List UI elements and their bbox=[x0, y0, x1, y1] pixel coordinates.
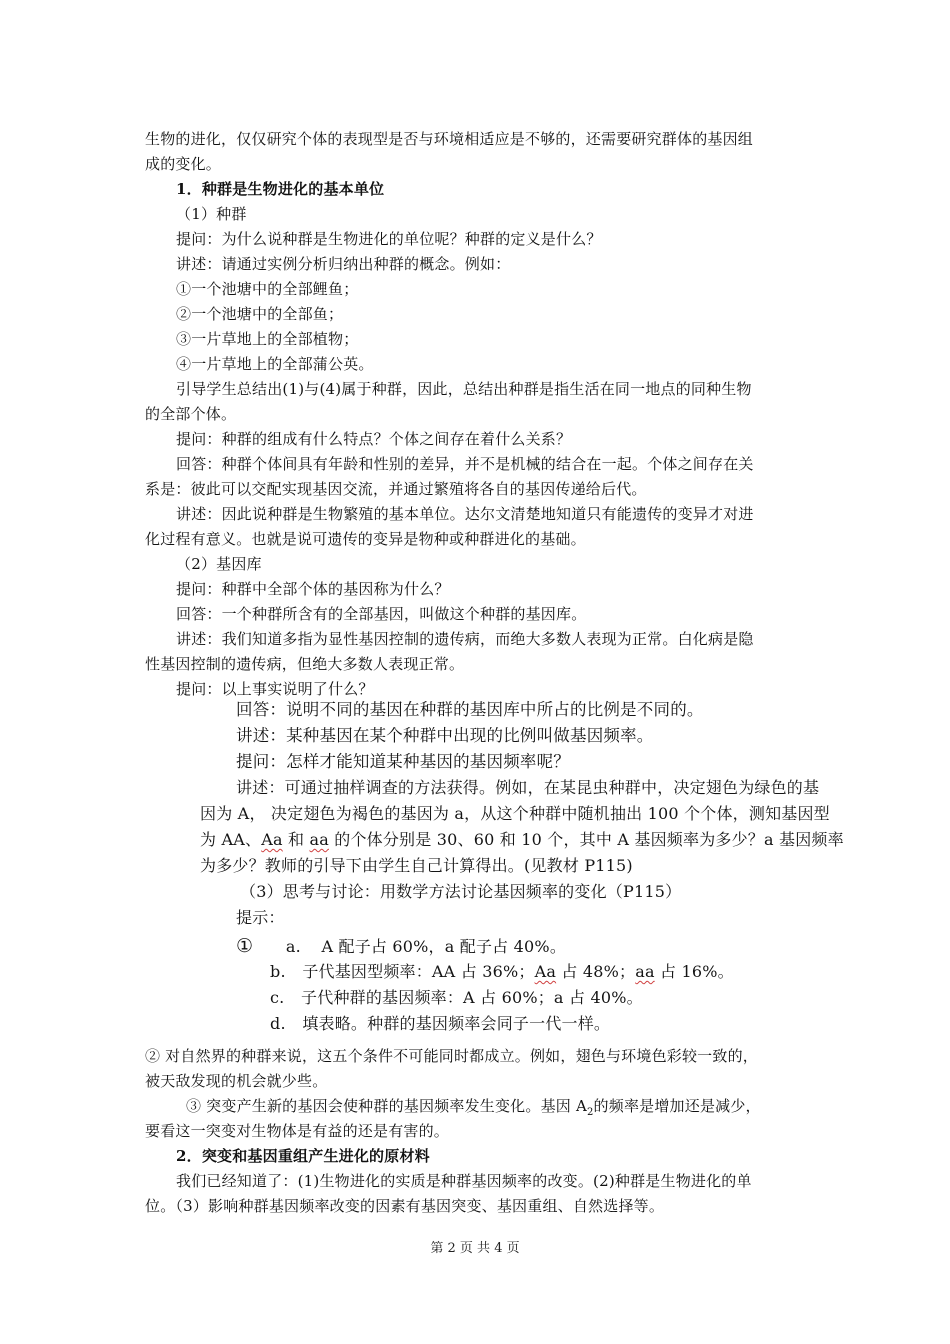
hint-item-1 bbox=[236, 935, 566, 958]
hint-marker: c. bbox=[270, 988, 285, 1007]
paragraph-line: 提问：以上事实说明了什么？ bbox=[176, 680, 374, 698]
paragraph-line: 位。（3）影响种群基因频率改变的因素有基因突变、基因重组、自然选择等。 bbox=[145, 1197, 665, 1215]
hint-text: 填表略。种群的基因频率会同子一代一样。 bbox=[302, 1014, 611, 1033]
list-item: ②一个池塘中的全部鱼； bbox=[176, 305, 344, 323]
section-heading: 2．突变和基因重组产生进化的原材料 bbox=[176, 1147, 430, 1165]
list-item: ①一个池塘中的全部鲤鱼； bbox=[176, 280, 359, 298]
scan-text: 为 AA、 bbox=[200, 830, 262, 849]
paragraph-line: 成的变化。 bbox=[145, 155, 222, 173]
hint-text: 子代基因型频率：AA 占 36%； bbox=[302, 962, 535, 981]
hint-text: A 配子占 60%，a 配子占 40%。 bbox=[321, 937, 567, 956]
paragraph-line: 讲述：请通过实例分析归纳出种群的概念。例如： bbox=[176, 255, 511, 273]
paragraph-line: 被天敌发现的机会就少些。 bbox=[145, 1072, 328, 1090]
list-item: ④一片草地上的全部蒲公英。 bbox=[176, 355, 374, 373]
scan-text: 和 bbox=[282, 830, 310, 849]
paragraph-line: 提问：种群的组成有什么特点？个体之间存在着什么关系？ bbox=[176, 430, 572, 448]
paragraph-line: 回答：一个种群所含有的全部基因，叫做这个种群的基因库。 bbox=[176, 605, 587, 623]
paragraph-line: 引导学生总结出(1)与(4)属于种群，因此，总结出种群是指生活在同一地点的同种生物 bbox=[176, 380, 752, 398]
paragraph-line: 要看这一突变对生物体是有益的还是有害的。 bbox=[145, 1122, 450, 1140]
page-footer: 第 2 页 共 4 页 bbox=[430, 1241, 520, 1256]
paragraph-line: 讲述：因此说种群是生物繁殖的基本单位。达尔文清楚地知道只有能遗传的变异才对进 bbox=[176, 505, 754, 523]
hint-text: 占 16%。 bbox=[654, 962, 734, 981]
scan-text: 的个体分别是 30、60 和 10 个，其中 A 基因频率为多少？a 基因频率 bbox=[328, 830, 844, 849]
paragraph-line: 化过程有意义。也就是说可遗传的变异是物种或种群进化的基础。 bbox=[145, 530, 586, 548]
paragraph-line: 我们已经知道了：(1)生物进化的实质是种群基因频率的改变。(2)种群是生物进化的单 bbox=[176, 1172, 752, 1190]
paragraph-line: 的全部个体。 bbox=[145, 405, 237, 423]
scan-line: 因为 A， 决定翅色为褐色的基因为 a，从这个种群中随机抽出 100 个个体，测知基因型 bbox=[200, 804, 830, 823]
paragraph-line: 系是：彼此可以交配实现基因交流，并通过繁殖将各自的基因传递给后代。 bbox=[145, 480, 647, 498]
scan-line: （3）思考与讨论：用数学方法讨论基因频率的变化（P115） bbox=[240, 882, 682, 901]
list-item: ③一片草地上的全部植物； bbox=[176, 330, 359, 348]
subsection-heading: （2）基因库 bbox=[176, 555, 262, 573]
genotype-aa-rec: aa bbox=[309, 830, 329, 849]
subsection-heading: （1）种群 bbox=[176, 205, 247, 223]
section-heading: 1．种群是生物进化的基本单位 bbox=[176, 180, 385, 198]
paragraph-line: 回答：种群个体间具有年龄和性别的差异，并不是机械的结合在一起。个体之间存在关 bbox=[176, 455, 754, 473]
paragraph-text: 的频率是增加还是减少， bbox=[593, 1097, 761, 1115]
hint-item-c bbox=[270, 987, 643, 1009]
genotype-aa-het: Aa bbox=[534, 962, 557, 981]
paragraph-line: 生物的进化，仅仅研究个体的表现型是否与环境相适应是不够的，还需要研究群体的基因组 bbox=[145, 130, 754, 148]
scan-line: 提问：怎样才能知道某种基因的基因频率呢？ bbox=[236, 752, 570, 771]
scan-line: 为多少？教师的引导下由学生自己计算得出。(见教材 P115) bbox=[200, 856, 633, 875]
hint-text: 子代种群的基因频率：A 占 60%；a 占 40%。 bbox=[301, 988, 643, 1007]
hint-item-b bbox=[270, 961, 734, 983]
scan-line: 提示： bbox=[236, 908, 285, 927]
hint-item-d bbox=[270, 1013, 610, 1035]
paragraph-line: 提问：为什么说种群是生物进化的单位呢？种群的定义是什么？ bbox=[176, 230, 602, 248]
scan-line bbox=[200, 829, 844, 851]
genotype-aa-het: Aa bbox=[261, 830, 283, 849]
scan-line: 讲述：可通过抽样调查的方法获得。例如，在某昆虫种群中，决定翅色为绿色的基 bbox=[236, 778, 820, 797]
subscript: 2 bbox=[586, 1107, 594, 1118]
paragraph-line: 提问：种群中全部个体的基因称为什么？ bbox=[176, 580, 450, 598]
genotype-aa-rec: aa bbox=[635, 962, 655, 981]
paragraph-line: 性基因控制的遗传病，但绝大多数人表现正常。 bbox=[145, 655, 465, 673]
circled-one-marker: ① bbox=[236, 935, 254, 957]
hint-text: 占 48%； bbox=[556, 962, 636, 981]
paragraph-line bbox=[186, 1096, 761, 1123]
paragraph-line: 讲述：我们知道多指为显性基因控制的遗传病，而绝大多数人表现为正常。白化病是隐 bbox=[176, 630, 754, 648]
scan-line: 回答：说明不同的基因在种群的基因库中所占的比例是不同的。 bbox=[236, 700, 704, 719]
paragraph-text: ③ 突变产生新的基因会使种群的基因频率发生变化。基因 A bbox=[186, 1097, 587, 1115]
hint-marker: a. bbox=[285, 937, 301, 956]
hint-marker: d. bbox=[270, 1014, 286, 1033]
hint-marker: b. bbox=[270, 962, 286, 981]
paragraph-line: ② 对自然界的种群来说，这五个条件不可能同时都成立。例如，翅色与环境色彩较一致的， bbox=[145, 1047, 758, 1065]
scan-line: 讲述：某种基因在某个种群中出现的比例叫做基因频率。 bbox=[236, 726, 654, 745]
